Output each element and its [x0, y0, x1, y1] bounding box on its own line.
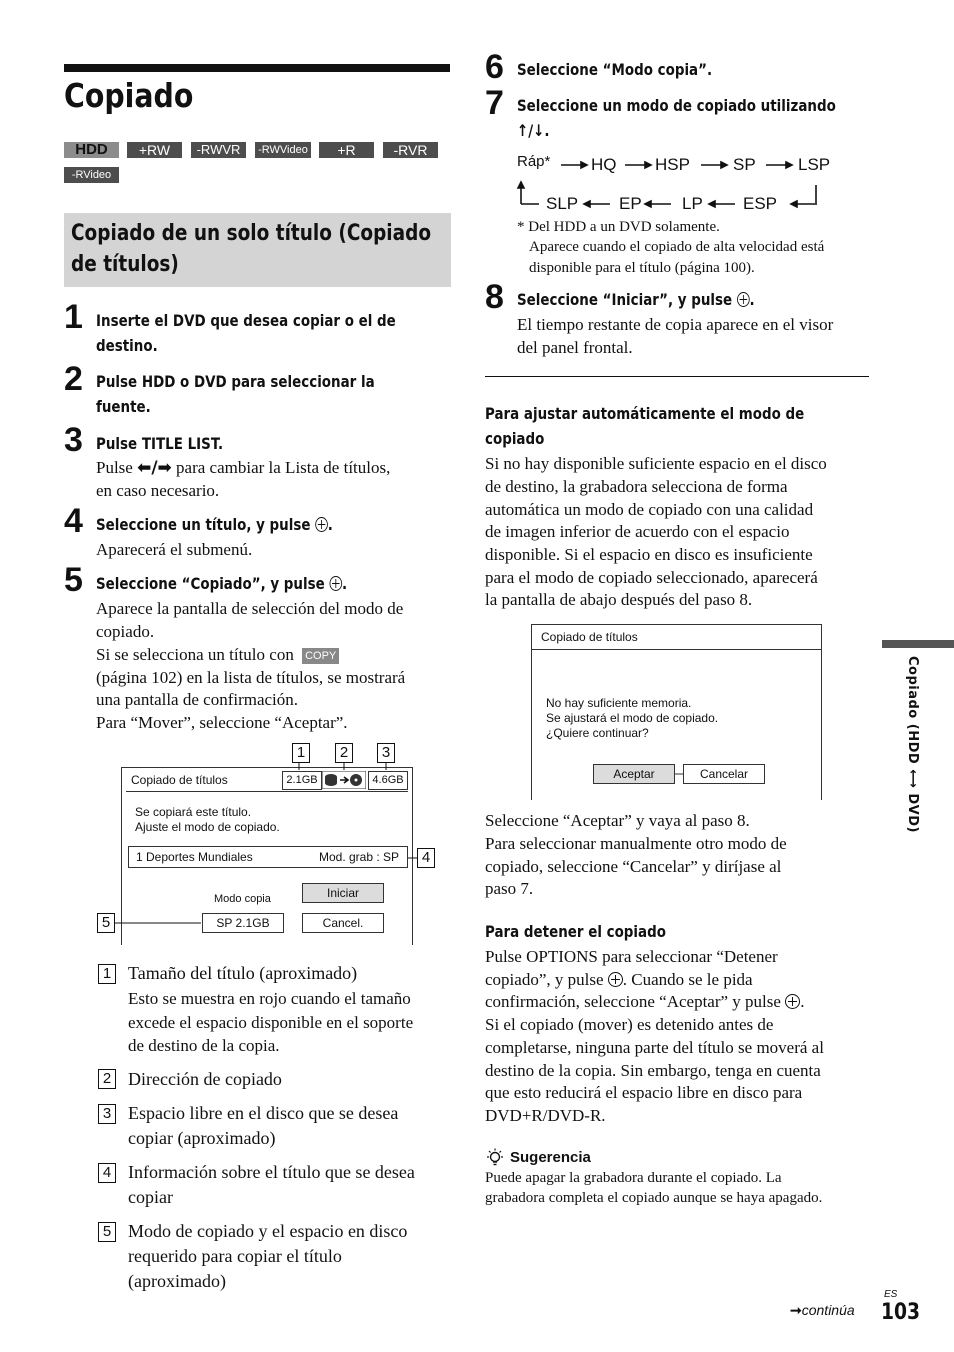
footnote-2: Aparece cuando el copiado de alta velocidad está	[529, 239, 825, 255]
start-button[interactable]: Iniciar	[302, 883, 384, 903]
step-5-number: 5	[64, 561, 83, 599]
stop-2: copiado”, y pulse . Cuando se le pida	[485, 970, 753, 989]
step-3-heading: Pulse TITLE LIST.	[96, 434, 224, 453]
title-rule	[64, 64, 450, 72]
step-4-number: 4	[64, 502, 83, 540]
enter-button-icon	[785, 994, 800, 1009]
flow-arrows	[485, 150, 865, 220]
auto-p-1: Si no hay disponible suficiente espacio en el disco	[485, 454, 827, 473]
screen-2-header: Copiado de títulos	[541, 630, 638, 644]
badge-plus-r: +R	[319, 142, 374, 158]
divider	[485, 376, 869, 377]
lightbulb-icon	[485, 1148, 505, 1168]
copy-icon: COPY	[302, 648, 339, 664]
mode-flow	[485, 150, 865, 220]
legend-1-desc-2: excede el espacio disponible en el soporte	[128, 1013, 414, 1032]
flow-slp: SLP	[546, 194, 579, 213]
legend-3-a: Espacio libre en el disco que se desea	[128, 1103, 399, 1123]
badge-hdd: HDD	[64, 142, 119, 158]
after-4: paso 7.	[485, 879, 534, 898]
side-tab-bar	[882, 640, 954, 648]
flow-hq: HQ	[591, 155, 617, 174]
stop-6: destino de la copia. Sin embargo, tenga en cuenta	[485, 1061, 821, 1080]
step-4-heading: Seleccione un título, y pulse .	[96, 515, 333, 534]
continues-note: ➞continúa	[790, 1302, 855, 1318]
legend-3-b: copiar (aproximado)	[128, 1128, 276, 1148]
auto-p-3: automática un modo de copiado con una calidad	[485, 500, 814, 519]
callout-2: 2	[335, 743, 353, 763]
step-5-line-2: copiado.	[96, 622, 155, 641]
auto-p-6: para el modo de copiado seleccionado, aparecerá	[485, 568, 818, 587]
flow-sp: SP	[733, 155, 756, 174]
legend-5-b: requerido para copiar el título	[128, 1246, 342, 1266]
stop-4: Si el copiado (mover) es detenido antes de	[485, 1015, 774, 1034]
cancel-button[interactable]: Cancel.	[302, 913, 384, 933]
step-5-line-3: Si se selecciona un título con COPY	[96, 644, 339, 667]
step-2-number: 2	[64, 360, 83, 398]
callout-3: 3	[377, 743, 395, 763]
step-1-number: 1	[64, 298, 83, 336]
flow-lp: LP	[682, 194, 703, 213]
step-5-line-4: (página 102) en la lista de títulos, se mostrará	[96, 668, 406, 687]
src-size-box: 2.1GB	[282, 771, 322, 790]
enter-button-icon	[737, 292, 750, 307]
flow-esp: ESP	[743, 194, 778, 213]
screen-2-message-2: Se ajustará el modo de copiado.	[546, 711, 719, 725]
step-5-heading: Seleccione “Copiado”, y pulse .	[96, 574, 348, 593]
legend-marker-5: 5	[98, 1222, 116, 1242]
badge-minus-rvideo: -RVideo	[64, 167, 119, 183]
language-code: ES	[884, 1289, 898, 1300]
badge-minus-rvr: -RVR	[383, 142, 438, 158]
legend-2-title: Dirección de copiado	[128, 1069, 282, 1089]
step-3-text-b: en caso necesario.	[96, 481, 220, 500]
step-2-heading-a: Pulse HDD o DVD para seleccionar la	[96, 372, 375, 391]
step-8-text-1: El tiempo restante de copia aparece en el visor	[517, 315, 834, 334]
legend-1-desc-3: de destino de la copia.	[128, 1036, 280, 1055]
legend-1-desc-1: Esto se muestra en rojo cuando el tamaño	[128, 989, 411, 1008]
flow-ep: EP	[619, 194, 642, 213]
cancel-button-2[interactable]: Cancelar	[683, 764, 765, 784]
step-3-number: 3	[64, 421, 83, 459]
legend-4-a: Información sobre el título que se desea	[128, 1162, 415, 1182]
flow-hsp: HSP	[655, 155, 690, 174]
title-info-mode: Mod. grab : SP	[319, 850, 400, 864]
footnote-1: * Del HDD a un DVD solamente.	[517, 219, 720, 235]
tip-2: grabadora completa el copiado aunque se haya apagado.	[485, 1190, 823, 1206]
legend-5-c: (aproximado)	[128, 1271, 226, 1291]
page-title: Copiado	[64, 76, 194, 115]
flow-rap: Ráp*	[517, 153, 551, 170]
step-7-heading-a: Seleccione un modo de copiado utilizando	[517, 96, 836, 115]
enter-button-icon	[329, 576, 342, 591]
section-title: Copiado de un solo título (Copiado de títulos)	[71, 221, 432, 277]
flow-lsp: LSP	[798, 155, 831, 174]
copy-mode-selector[interactable]: SP 2.1GB	[202, 913, 284, 933]
left-right-arrows-icon: ⬅/➡	[137, 458, 172, 478]
accept-button[interactable]: Aceptar	[593, 764, 675, 784]
footnote-3: disponible para el título (página 100).	[529, 260, 755, 276]
screen-1-message-2: Ajuste el modo de copiado.	[135, 820, 280, 834]
step-1-heading-b: destino.	[96, 336, 158, 355]
legend-1-title: Tamaño del título (aproximado)	[128, 963, 358, 983]
callout-4: 4	[417, 848, 435, 868]
screen-2-message-1: No hay suficiente memoria.	[546, 696, 692, 710]
step-5-line-1: Aparece la pantalla de selección del modo de	[96, 599, 404, 618]
screen-1-header: Copiado de títulos	[131, 773, 228, 787]
enter-button-icon	[315, 517, 328, 532]
stop-5: completarse, ninguna parte del título se moverá al	[485, 1038, 824, 1057]
step-6-number: 6	[485, 48, 504, 86]
arrow-right-icon: ➞	[790, 1302, 802, 1318]
step-5-line-6: Para “Mover”, seleccione “Aceptar”.	[96, 713, 348, 732]
after-2: Para seleccionar manualmente otro modo de	[485, 834, 787, 853]
legend-marker-3: 3	[98, 1104, 116, 1124]
badge-minus-rwvr: -RWVR	[191, 142, 246, 158]
screen-2-header-rule	[532, 649, 821, 650]
tip-1: Puede apagar la grabadora durante el copiado. La	[485, 1170, 782, 1186]
after-3: copiado, seleccione “Cancelar” y diríjase al	[485, 857, 782, 876]
legend-marker-1: 1	[98, 964, 116, 984]
step-2-heading-b: fuente.	[96, 397, 151, 416]
callout-1: 1	[292, 743, 310, 763]
step-8-text-2: del panel frontal.	[517, 338, 633, 357]
dst-size-box: 4.6GB	[368, 771, 408, 790]
copy-screen-1	[121, 767, 413, 945]
hdd-to-disc-icon	[322, 771, 366, 789]
screen-1-header-rule	[126, 791, 408, 792]
stop-1: Pulse OPTIONS para seleccionar “Detener	[485, 947, 778, 966]
auto-p-2: de destino, la grabadora selecciona de forma	[485, 477, 788, 496]
legend-marker-4: 4	[98, 1163, 116, 1183]
step-1-heading-a: Inserte el DVD que desea copiar o el de	[96, 311, 396, 330]
title-info-name: 1 Deportes Mundiales	[136, 850, 253, 864]
screen-2-message-3: ¿Quiere continuar?	[546, 726, 649, 740]
page-number: 103	[881, 1300, 921, 1325]
after-1: Seleccione “Aceptar” y vaya al paso 8.	[485, 811, 750, 830]
enter-button-icon	[608, 972, 623, 987]
step-7-heading-b: ↑/↓.	[517, 121, 550, 140]
button-connector	[675, 769, 684, 779]
badge-plus-rw: +RW	[127, 142, 182, 158]
screen-1-message-1: Se copiará este título.	[135, 805, 252, 819]
stop-title: Para detener el copiado	[485, 922, 666, 941]
stop-3: confirmación, seleccione “Aceptar” y pulse .	[485, 992, 805, 1011]
stop-7: que esto reducirá el espacio libre en disco para	[485, 1083, 803, 1102]
legend-4-b: copiar	[128, 1187, 173, 1207]
auto-p-5: disponible. Si el espacio en disco es insuficiente	[485, 545, 813, 564]
copy-screen-2	[531, 624, 822, 800]
badge-minus-rwvideo: -RWVideo	[255, 142, 311, 158]
stop-8: DVD+R/DVD-R.	[485, 1106, 606, 1125]
step-6-heading: Seleccione “Modo copia”.	[517, 60, 713, 79]
step-7-number: 7	[485, 84, 504, 122]
auto-p-7: la pantalla de abajo después del paso 8.	[485, 590, 753, 609]
title-info-row	[128, 846, 408, 868]
step-8-heading: Seleccione “Iniciar”, y pulse .	[517, 290, 755, 309]
auto-title-b: copiado	[485, 429, 545, 448]
legend-marker-2: 2	[98, 1069, 116, 1089]
modo-copia-label: Modo copia	[214, 893, 271, 905]
tip-title: Sugerencia	[510, 1149, 591, 1166]
auto-p-4: de imagen inferior de acuerdo con el espacio	[485, 522, 790, 541]
step-3-text: Pulse ⬅/➡ para cambiar la Lista de títulos,	[96, 458, 391, 478]
auto-title-a: Para ajustar automáticamente el modo de	[485, 404, 805, 423]
callout-5: 5	[97, 913, 115, 933]
step-5-line-5: una pantalla de confirmación.	[96, 690, 299, 709]
side-tab-label: Copiado (HDD ⟷ DVD)	[905, 656, 920, 833]
step-8-number: 8	[485, 278, 504, 316]
step-4-text: Aparecerá el submenú.	[96, 540, 253, 559]
legend-5-a: Modo de copiado y el espacio en disco	[128, 1221, 408, 1241]
